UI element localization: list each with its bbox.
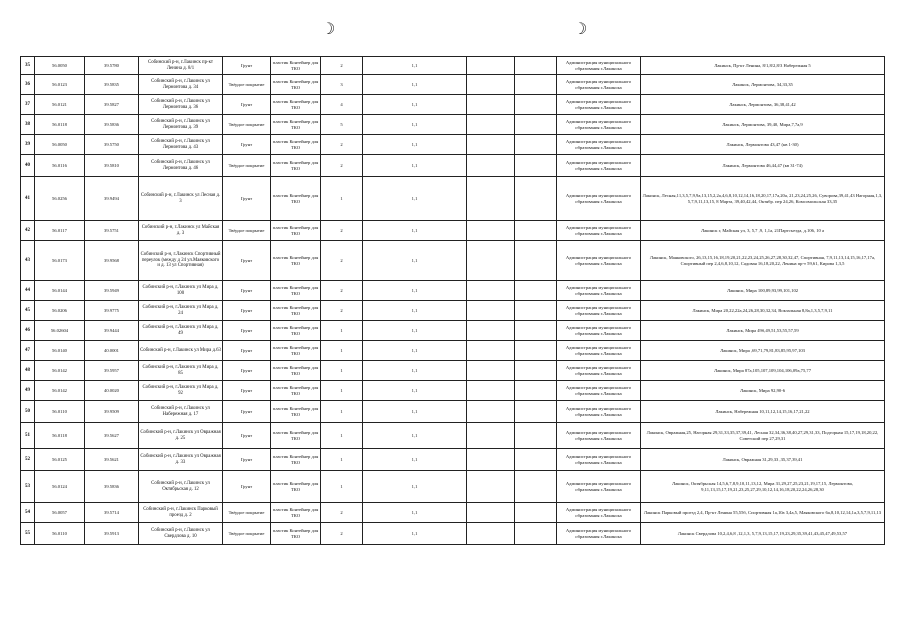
latitude-cell: 56.0057	[35, 503, 85, 523]
served-houses-cell: Лакинск, Набережная 10,11,12,14,15,16,17,21,22	[641, 401, 885, 423]
container-type-cell: пластик Контейнер для ТКО	[271, 381, 321, 401]
surface-cell: Грунт	[223, 281, 271, 301]
served-houses-cell: Лакинск, Мира 49б,49,51,53,55,57,59	[641, 321, 885, 341]
empty-cell	[467, 449, 515, 471]
latitude-cell: 56.0256	[35, 177, 85, 221]
served-houses-cell: Лакинск, Лермонтова, 39,40, Мира,7,7а,9	[641, 115, 885, 135]
container-type-cell: пластик Контейнер для ТКО	[271, 361, 321, 381]
table-row	[21, 341, 885, 361]
empty-cell	[467, 57, 515, 75]
surface-cell: Твёрдое покрытие	[223, 75, 271, 95]
container-type-cell: пластик Контейнер для ТКО	[271, 301, 321, 321]
address-cell: Собинский р-н, г.Лакинск ул Лермонтова д. 34	[139, 75, 223, 95]
latitude-cell: 56.0050	[35, 57, 85, 75]
empty-cell	[515, 155, 557, 177]
served-houses-cell: Лакинск, Мира 100,89,93,99,101,102	[641, 281, 885, 301]
table-body	[21, 57, 885, 545]
surface-cell: Твёрдое покрытие	[223, 503, 271, 523]
served-houses-cell: Лакинск, Овражная,25, Нагорная 29,31,33,35,37,39,41, Лесная 32,34,36,38,40,27,29,31,33, Подгорная 15,17,19,18,20,22, Советский пер 27,29,31	[641, 423, 885, 449]
surface-cell: Грунт	[223, 381, 271, 401]
empty-cell	[515, 471, 557, 503]
container-volume-cell: 1,1	[363, 95, 467, 115]
container-count-cell: 2	[321, 241, 363, 281]
served-houses-cell: Лакинск Парковый проезд 2,4, Пр-кт Ленина 55,55б, Спортивная 1а,10а 3,4а,5, Маяковского 6а,8,10,12,14,1а,3,5,7,9,11,13	[641, 503, 885, 523]
container-count-cell: 1	[321, 341, 363, 361]
empty-cell	[467, 321, 515, 341]
container-volume-cell: 1,1	[363, 75, 467, 95]
owner-cell: Администрация муниципального образования г.Лакинска	[557, 361, 641, 381]
surface-cell: Твёрдое покрытие	[223, 115, 271, 135]
container-type-cell: пластик Контейнер для ТКО	[271, 135, 321, 155]
waste-sites-table	[20, 56, 885, 545]
served-houses-cell: Лакинск, Овражная 31,29,33 ,35,37,39,41	[641, 449, 885, 471]
longitude-cell: 39.5827	[85, 95, 139, 115]
served-houses-cell: Лакинск, Лермонтова, 34,33,35	[641, 75, 885, 95]
container-count-cell: 1	[321, 471, 363, 503]
owner-cell: Администрация муниципального образования г.Лакинска	[557, 135, 641, 155]
address-cell: Собинский р-н, г.Лакинск ул Мира д. 92	[139, 381, 223, 401]
container-type-cell: пластик Контейнер для ТКО	[271, 95, 321, 115]
container-count-cell: 2	[321, 523, 363, 545]
served-houses-cell: Лакинск, Мира 20,22,22а,24,26,28,30,32,34, Вокзальная 8,8а,1,3,5,7,9,11	[641, 301, 885, 321]
container-volume-cell: 1,1	[363, 449, 467, 471]
empty-cell	[467, 75, 515, 95]
container-count-cell: 2	[321, 301, 363, 321]
container-count-cell: 2	[321, 155, 363, 177]
container-volume-cell: 1,1	[363, 135, 467, 155]
empty-cell	[515, 241, 557, 281]
row-number: 43	[21, 241, 35, 281]
container-type-cell: пластик Контейнер для ТКО	[271, 57, 321, 75]
surface-cell: Грунт	[223, 95, 271, 115]
container-volume-cell: 1,1	[363, 423, 467, 449]
latitude-cell: 56.0110	[35, 401, 85, 423]
container-type-cell: пластик Контейнер для ТКО	[271, 75, 321, 95]
address-cell: Собинский р-н, г.Лакинск пр-кт Ленина д. 8/1	[139, 57, 223, 75]
owner-cell: Администрация муниципального образования г.Лакинска	[557, 321, 641, 341]
empty-cell	[467, 95, 515, 115]
table-row	[21, 471, 885, 503]
address-cell: Собинский р-н, г.Лакинск ул Набережная д. 17	[139, 401, 223, 423]
empty-cell	[515, 321, 557, 341]
empty-cell	[515, 423, 557, 449]
empty-cell	[515, 361, 557, 381]
owner-cell: Администрация муниципального образования г.Лакинска	[557, 503, 641, 523]
row-number: 44	[21, 281, 35, 301]
container-count-cell: 2	[321, 281, 363, 301]
container-type-cell: пластик Контейнер для ТКО	[271, 115, 321, 135]
latitude-cell: 56.0125	[35, 449, 85, 471]
address-cell: Собинский р-н, г.Лакинск ул Мира д.63	[139, 341, 223, 361]
empty-cell	[467, 301, 515, 321]
table-row	[21, 423, 885, 449]
owner-cell: Администрация муниципального образования г.Лакинска	[557, 281, 641, 301]
latitude-cell: 56.0118	[35, 423, 85, 449]
served-houses-cell: Лакинск, Мира 87а,105,107,109,104,106,09а,75,77	[641, 361, 885, 381]
empty-cell	[467, 471, 515, 503]
table-row	[21, 381, 885, 401]
owner-cell: Администрация муниципального образования г.Лакинска	[557, 471, 641, 503]
latitude-cell: 56.0142	[35, 361, 85, 381]
empty-cell	[467, 401, 515, 423]
longitude-cell: 39.5780	[85, 57, 139, 75]
latitude-cell: 56.0144	[35, 281, 85, 301]
table-row	[21, 57, 885, 75]
surface-cell: Твёрдое покрытие	[223, 155, 271, 177]
empty-cell	[515, 523, 557, 545]
longitude-cell: 39.9494	[85, 177, 139, 221]
empty-cell	[515, 281, 557, 301]
row-number: 38	[21, 115, 35, 135]
table-row	[21, 301, 885, 321]
container-count-cell: 3	[321, 75, 363, 95]
table-row	[21, 177, 885, 221]
empty-cell	[515, 301, 557, 321]
address-cell: Собинский р-н, г.Лакинск ул Лермонтова д. 43	[139, 135, 223, 155]
container-volume-cell: 1,1	[363, 503, 467, 523]
container-type-cell: пластик Контейнер для ТКО	[271, 401, 321, 423]
container-type-cell: пластик Контейнер для ТКО	[271, 503, 321, 523]
row-number: 39	[21, 135, 35, 155]
row-number: 45	[21, 301, 35, 321]
empty-cell	[467, 221, 515, 241]
empty-cell	[467, 423, 515, 449]
owner-cell: Администрация муниципального образования г.Лакинска	[557, 75, 641, 95]
surface-cell: Грунт	[223, 401, 271, 423]
empty-cell	[467, 341, 515, 361]
empty-cell	[515, 449, 557, 471]
binder-hole-mark-left: ☽	[321, 21, 336, 38]
container-count-cell: 1	[321, 381, 363, 401]
row-number: 47	[21, 341, 35, 361]
surface-cell: Грунт	[223, 241, 271, 281]
served-houses-cell: Лакинск г, Майская ул, 3, 5,7 ,9, 1,1а, 21Партсъезда, д.106, 10 а	[641, 221, 885, 241]
container-count-cell: 1	[321, 361, 363, 381]
container-type-cell: пластик Контейнер для ТКО	[271, 471, 321, 503]
owner-cell: Администрация муниципального образования г.Лакинска	[557, 401, 641, 423]
table-row	[21, 449, 885, 471]
container-count-cell: 1	[321, 449, 363, 471]
empty-cell	[515, 401, 557, 423]
owner-cell: Администрация муниципального образования г.Лакинска	[557, 241, 641, 281]
owner-cell: Администрация муниципального образования г.Лакинска	[557, 155, 641, 177]
latitude-cell: 56.0123	[35, 75, 85, 95]
container-type-cell: пластик Контейнер для ТКО	[271, 423, 321, 449]
surface-cell: Грунт	[223, 301, 271, 321]
served-houses-cell: Лакинск, Мира ,69,71,79,81,83,85,95,97,103	[641, 341, 885, 361]
row-number: 46	[21, 321, 35, 341]
address-cell: Собинский р-н, г.Лакинск ул Мира д. 85	[139, 361, 223, 381]
longitude-cell: 39.5810	[85, 155, 139, 177]
table-row	[21, 523, 885, 545]
container-type-cell: пластик Контейнер для ТКО	[271, 241, 321, 281]
longitude-cell: 39.5751	[85, 221, 139, 241]
container-count-cell: 2	[321, 221, 363, 241]
table-row	[21, 155, 885, 177]
empty-cell	[467, 281, 515, 301]
address-cell: Собинский р-н, г.Лакинск ул Свердлова д. 10	[139, 523, 223, 545]
address-cell: Собинский р-н, г.Лакинск ул Мира д. 49	[139, 321, 223, 341]
surface-cell: Твёрдое покрытие	[223, 221, 271, 241]
longitude-cell: 39.9509	[85, 401, 139, 423]
empty-cell	[467, 115, 515, 135]
row-number: 53	[21, 471, 35, 503]
container-type-cell: пластик Контейнер для ТКО	[271, 321, 321, 341]
table-row	[21, 241, 885, 281]
empty-cell	[515, 135, 557, 155]
owner-cell: Администрация муниципального образования г.Лакинска	[557, 177, 641, 221]
table-row	[21, 321, 885, 341]
row-number: 54	[21, 503, 35, 523]
container-type-cell: пластик Контейнер для ТКО	[271, 523, 321, 545]
container-count-cell: 1	[321, 321, 363, 341]
address-cell: Собинский р-н, г.Лакинск ул Майская д. 3	[139, 221, 223, 241]
longitude-cell: 39.5957	[85, 361, 139, 381]
container-count-cell: 5	[321, 115, 363, 135]
empty-cell	[467, 135, 515, 155]
row-number: 55	[21, 523, 35, 545]
empty-cell	[515, 95, 557, 115]
owner-cell: Администрация муниципального образования г.Лакинска	[557, 423, 641, 449]
row-number: 50	[21, 401, 35, 423]
container-volume-cell: 1,1	[363, 361, 467, 381]
served-houses-cell: Лакинск, Лермонтова, 36,38,41,42	[641, 95, 885, 115]
longitude-cell: 39.5949	[85, 281, 139, 301]
empty-cell	[515, 115, 557, 135]
table-row	[21, 221, 885, 241]
longitude-cell: 39.9444	[85, 321, 139, 341]
longitude-cell: 39.5621	[85, 449, 139, 471]
latitude-cell: 56.0206	[35, 301, 85, 321]
empty-cell	[467, 155, 515, 177]
empty-cell	[515, 221, 557, 241]
table-row	[21, 503, 885, 523]
surface-cell: Грунт	[223, 341, 271, 361]
longitude-cell: 39.5913	[85, 523, 139, 545]
address-cell: Собинский р-н, г.Лакинск ул Овражная д. 25	[139, 423, 223, 449]
table-row	[21, 75, 885, 95]
container-volume-cell: 1,1	[363, 341, 467, 361]
served-houses-cell: Лакинск, Пр-кт Ленина, 8/1,8/2,8/3 Набережная 5	[641, 57, 885, 75]
container-count-cell: 1	[321, 423, 363, 449]
row-number: 51	[21, 423, 35, 449]
row-number: 41	[21, 177, 35, 221]
address-cell: Собинский р-н, г.Лакинск ул Лермонтова д. 36	[139, 95, 223, 115]
surface-cell: Грунт	[223, 135, 271, 155]
surface-cell: Грунт	[223, 177, 271, 221]
owner-cell: Администрация муниципального образования г.Лакинска	[557, 381, 641, 401]
container-type-cell: пластик Контейнер для ТКО	[271, 221, 321, 241]
served-houses-cell: Лакинск, Маяковского, 26,13,15,16,18,19,20,21,22,23,24,25,26,27,28,30,32,47, Спортивная, 7,9,11,13,14,15,16,17,17а, Спортивный пер 2,4,6,8,10,12, Садовая 16,18,20,22, Ленина пр-т 59,61, Кирова 1,3,5	[641, 241, 885, 281]
owner-cell: Администрация муниципального образования г.Лакинска	[557, 95, 641, 115]
longitude-cell: 39.9775	[85, 301, 139, 321]
latitude-cell: 56.0173	[35, 241, 85, 281]
owner-cell: Администрация муниципального образования г.Лакинска	[557, 523, 641, 545]
table-row	[21, 401, 885, 423]
container-count-cell: 4	[321, 95, 363, 115]
owner-cell: Администрация муниципального образования г.Лакинска	[557, 115, 641, 135]
longitude-cell: 40.0020	[85, 381, 139, 401]
row-number: 37	[21, 95, 35, 115]
container-volume-cell: 1,1	[363, 381, 467, 401]
empty-cell	[467, 177, 515, 221]
container-volume-cell: 1,1	[363, 321, 467, 341]
empty-cell	[515, 381, 557, 401]
latitude-cell: 56.0116	[35, 155, 85, 177]
container-volume-cell: 1,1	[363, 241, 467, 281]
latitude-cell: 56.0142	[35, 381, 85, 401]
table-row	[21, 135, 885, 155]
longitude-cell: 39.5627	[85, 423, 139, 449]
empty-cell	[515, 177, 557, 221]
binder-hole-mark-right: ☽	[573, 21, 588, 38]
empty-cell	[467, 241, 515, 281]
served-houses-cell: Лакинск, Мира 92,90-6	[641, 381, 885, 401]
container-type-cell: пластик Контейнер для ТКО	[271, 281, 321, 301]
address-cell: Собинский р-н, г.Лакинск Парковый проезд д. 2	[139, 503, 223, 523]
empty-cell	[467, 503, 515, 523]
container-count-cell: 2	[321, 57, 363, 75]
table-row	[21, 281, 885, 301]
served-houses-cell: Лакинск, Лермонтова 46,44,47 (кв 31-74)	[641, 155, 885, 177]
surface-cell: Грунт	[223, 471, 271, 503]
latitude-cell: 56.0050	[35, 135, 85, 155]
served-houses-cell: Лакинск, Октябрьская 14,5,6,7,8,9,10,11,13,12, Мира 31,29,27,25,23,21,19,17,15, Лермонтова, 9,11,13,15,17,19,21,23,25,27,29,10,12,14,16,18,20,22,24,26,28,30	[641, 471, 885, 503]
longitude-cell: 39.5836	[85, 115, 139, 135]
container-volume-cell: 1,1	[363, 301, 467, 321]
container-type-cell: пластик Контейнер для ТКО	[271, 341, 321, 361]
latitude-cell: 56.0110	[35, 523, 85, 545]
owner-cell: Администрация муниципального образования г.Лакинска	[557, 449, 641, 471]
longitude-cell: 39.5835	[85, 75, 139, 95]
surface-cell: Грунт	[223, 449, 271, 471]
container-type-cell: пластик Контейнер для ТКО	[271, 177, 321, 221]
container-volume-cell: 1,1	[363, 57, 467, 75]
container-type-cell: пластик Контейнер для ТКО	[271, 155, 321, 177]
address-cell: Собинский р-н, г.Лакинск ул Лермонтова д. 39	[139, 115, 223, 135]
served-houses-cell: Лакинск, Лермонтова 43,47 (кв 1-30)	[641, 135, 885, 155]
container-volume-cell: 1,1	[363, 471, 467, 503]
empty-cell	[467, 523, 515, 545]
table-row	[21, 95, 885, 115]
container-volume-cell: 1,1	[363, 401, 467, 423]
longitude-cell: 39.5714	[85, 503, 139, 523]
surface-cell: Твёрдое покрытие	[223, 523, 271, 545]
latitude-cell: 56.0124	[35, 471, 85, 503]
container-count-cell: 2	[321, 503, 363, 523]
table-row	[21, 115, 885, 135]
empty-cell	[515, 75, 557, 95]
longitude-cell: 39.5750	[85, 135, 139, 155]
surface-cell: Грунт	[223, 321, 271, 341]
latitude-cell: 56.0118	[35, 115, 85, 135]
container-volume-cell: 1,1	[363, 523, 467, 545]
address-cell: Собинский р-н, г.Лакинск ул Овражная д. 33	[139, 449, 223, 471]
empty-cell	[515, 503, 557, 523]
longitude-cell: 39.5836	[85, 471, 139, 503]
surface-cell: Грунт	[223, 57, 271, 75]
surface-cell: Грунт	[223, 361, 271, 381]
container-volume-cell: 1,1	[363, 221, 467, 241]
empty-cell	[515, 57, 557, 75]
owner-cell: Администрация муниципального образования г.Лакинска	[557, 57, 641, 75]
address-cell: Собинский р-н, г.Лакинск ул Мира д. 100	[139, 281, 223, 301]
latitude-cell: 56.02604	[35, 321, 85, 341]
container-type-cell: пластик Контейнер для ТКО	[271, 449, 321, 471]
container-count-cell: 2	[321, 135, 363, 155]
address-cell: Собинский р-н, г.Лакинск ул Октябрьская д. 12	[139, 471, 223, 503]
address-cell: Собинский р-н, г.Лакинск ул Лермонтова д. 46	[139, 155, 223, 177]
row-number: 36	[21, 75, 35, 95]
address-cell: Собинский р-н, г.Лакинск Спортивный переулок (между д 24 ул.Маяковского и д. 13 ул Спортивная)	[139, 241, 223, 281]
latitude-cell: 56.0140	[35, 341, 85, 361]
empty-cell	[467, 381, 515, 401]
owner-cell: Администрация муниципального образования г.Лакинска	[557, 301, 641, 321]
address-cell: Собинский р-н, г.Лакинск ул Лесная д. 3	[139, 177, 223, 221]
row-number: 42	[21, 221, 35, 241]
row-number: 49	[21, 381, 35, 401]
row-number: 52	[21, 449, 35, 471]
container-volume-cell: 1,1	[363, 115, 467, 135]
container-count-cell: 1	[321, 401, 363, 423]
served-houses-cell: Лакинск, Лесная,11,3,5,7,9,9а,13,15,2,2а,4,6,8,10,12,14,16,18,20,17,17а,20а, 21,23,24,25,26, Суворова,39,41,43 Нагорная,1,3, 5,7,9,11,13,15, 8 Марта, 39,40,42,44, Октябр. пер 24,26, Комсомольская 33,35	[641, 177, 885, 221]
row-number: 48	[21, 361, 35, 381]
row-number: 40	[21, 155, 35, 177]
empty-cell	[467, 361, 515, 381]
container-count-cell: 1	[321, 177, 363, 221]
empty-cell	[515, 341, 557, 361]
table-row	[21, 361, 885, 381]
surface-cell: Грунт	[223, 423, 271, 449]
latitude-cell: 56.0121	[35, 95, 85, 115]
owner-cell: Администрация муниципального образования г.Лакинска	[557, 341, 641, 361]
owner-cell: Администрация муниципального образования г.Лакинска	[557, 221, 641, 241]
address-cell: Собинский р-н, г.Лакинск ул Мира д. 24	[139, 301, 223, 321]
longitude-cell: 40.0001	[85, 341, 139, 361]
latitude-cell: 56.0117	[35, 221, 85, 241]
served-houses-cell: Лакинск Свердлова 10,2,4,6,8 ,12,1,3, 5,7,9,13,15,17,19,23,29,35,39,41,43,45,47,49,53,57	[641, 523, 885, 545]
container-volume-cell: 1,1	[363, 177, 467, 221]
container-volume-cell: 1,1	[363, 281, 467, 301]
longitude-cell: 39.9568	[85, 241, 139, 281]
container-volume-cell: 1,1	[363, 155, 467, 177]
row-number: 35	[21, 57, 35, 75]
